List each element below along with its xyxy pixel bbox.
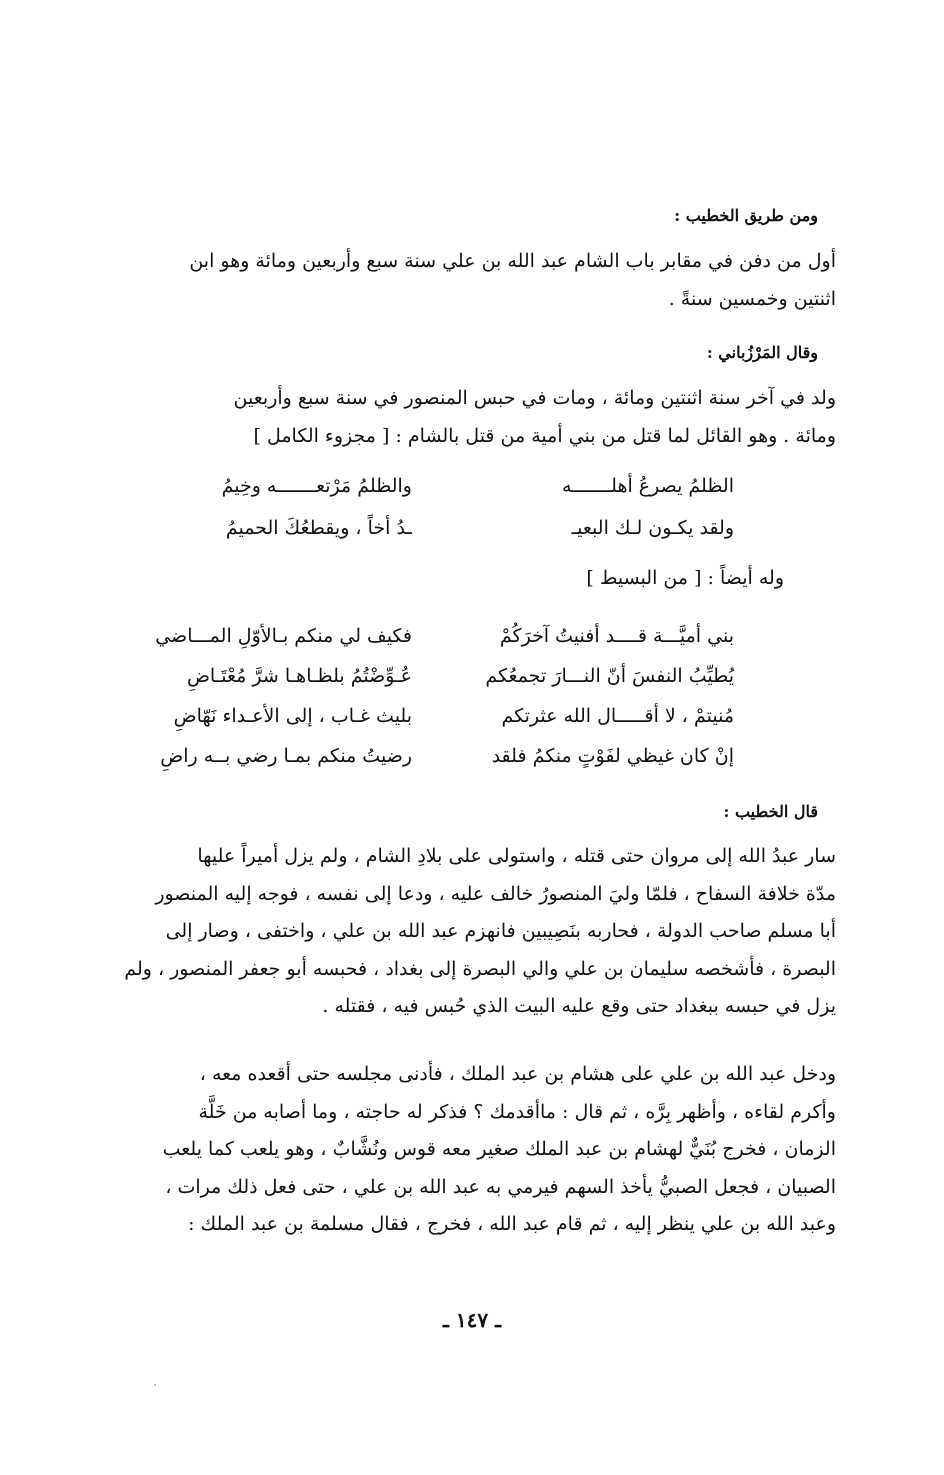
verse-row bbox=[0, 466, 944, 506]
meter-note: وله أيضاً : [ من البسيط ] bbox=[586, 567, 784, 589]
verse-second-hemistich: بليث غـاب ، إلى الأعـداء نَهّاضِ bbox=[173, 705, 412, 727]
section-heading-khatib-route: ومن طريق الخطيب : bbox=[674, 206, 818, 225]
verse-first-hemistich: ولقد يكـون لـك البعيـ bbox=[571, 517, 734, 539]
verse-second-hemistich: عُـوِّضْتُمُ بلظـاهـا شرَّ مُعْتَـاضِ bbox=[186, 665, 412, 687]
text-line: الزمان ، فخرج بُنَيٌّ لهشام بن عبد الملك صغير معه قوس ونُشَّابٌ ، وهو يلعب كما يلعب bbox=[162, 1138, 836, 1160]
verse-first-hemistich: بني أميَّـــة قــــد أفنيتُ آخرَكُمْ bbox=[499, 625, 734, 647]
text-line: مدّة خلافة السفاح ، فلمّا وليَ المنصورُ خالف عليه ، ودعا إلى نفسه ، فوجه إليه المنصور bbox=[155, 882, 836, 905]
scan-speck bbox=[154, 1384, 156, 1386]
verse-second-hemistich: ـدُ أخاً ، ويقطعُكَ الحميمُ bbox=[225, 517, 412, 539]
section-heading-marzubani: وقال المَرْزُباني : bbox=[706, 343, 818, 362]
verse-row bbox=[0, 736, 944, 776]
verse-row bbox=[0, 696, 944, 736]
verse-second-hemistich: والظلمُ مَرْتعـــــــه وخِيمُ bbox=[221, 475, 412, 497]
verse-second-hemistich: فكيف لي منكم بـالأوّلِ المـــاضي bbox=[155, 625, 412, 647]
text-line: الصبيان ، فجعل الصبيُّ يأخذ السهم فيرمي به عبد الله بن علي ، حتى فعل ذلك مرات ، bbox=[165, 1175, 836, 1198]
paragraph-hisham bbox=[126, 1056, 836, 1244]
verse-second-hemistich: رضيتُ منكم بمـا رضي بــه راضِ bbox=[160, 745, 412, 767]
text-line: ومائة . وهو القائل لما قتل من بني أمية من قتل بالشام : [ مجزوء الكامل ] bbox=[253, 424, 836, 447]
verse-row bbox=[0, 616, 944, 656]
verse-first-hemistich: إنْ كان غيظي لفَوْتٍ منكمُ فلقد bbox=[491, 745, 734, 767]
text-line: ودخل عبد الله بن علي على هشام بن عبد الملك ، فأدنى مجلسه حتى أقعده معه ، bbox=[199, 1063, 836, 1085]
text-line: أبا مسلم صاحب الدولة ، فحاربه بنَصِيبين فانهزم عبد الله بن علي ، واختفى ، وصار إلى bbox=[165, 920, 836, 942]
paragraph-burial bbox=[126, 243, 836, 318]
text-line: وعبد الله بن علي ينظر إليه ، ثم قام عبد الله ، فخرج ، فقال مسلمة بن عبد الملك : bbox=[188, 1213, 836, 1235]
verse-first-hemistich: يُطيِّبُ النفسَ أنّ النـــارَ تجمعُكم bbox=[485, 665, 734, 687]
verse-row bbox=[0, 656, 944, 696]
paragraph-history bbox=[126, 838, 836, 1026]
text-line: البصرة ، فأشخصه سليمان بن علي والي البصرة إلى بغداد ، فحبسه أبو جعفر المنصور ، ولم bbox=[124, 957, 836, 980]
text-line: سار عبدُ الله إلى مروان حتى قتله ، واستولى على بلادِ الشام ، ولم يزل أميراً عليها bbox=[197, 845, 836, 867]
verse-first-hemistich: الظلمُ يصرعُ أهلـــــــه bbox=[562, 475, 734, 497]
page-number: ـ ١٤٧ ـ bbox=[443, 1308, 501, 1332]
section-heading-khatib: قال الخطيب : bbox=[723, 802, 818, 821]
text-line: وأكرم لقاءه ، وأظهر بِرَّه ، ثم قال : ماأقدمك ؟ فذكر له حاجته ، وما أصابه من خَلَّة bbox=[198, 1100, 836, 1123]
verse-first-hemistich: مُنيتمْ ، لا أقـــــال الله عثرتكم bbox=[501, 705, 734, 727]
text-line: يزل في حبسه ببغداد حتى وقع عليه البيت الذي حُبس فيه ، فقتله . bbox=[322, 995, 836, 1017]
paragraph-birth-death bbox=[126, 380, 836, 455]
text-line: اثنتين وخمسين سنةً . bbox=[668, 287, 836, 310]
text-line: ولد في آخر سنة اثنتين ومائة ، ومات في حبس المنصور في سنة سبع وأربعين bbox=[233, 387, 836, 409]
verse-row bbox=[0, 508, 944, 548]
text-line: أول من دفن في مقابر باب الشام عبد الله بن علي سنة سبع وأربعين ومائة وهو ابن bbox=[189, 250, 836, 272]
